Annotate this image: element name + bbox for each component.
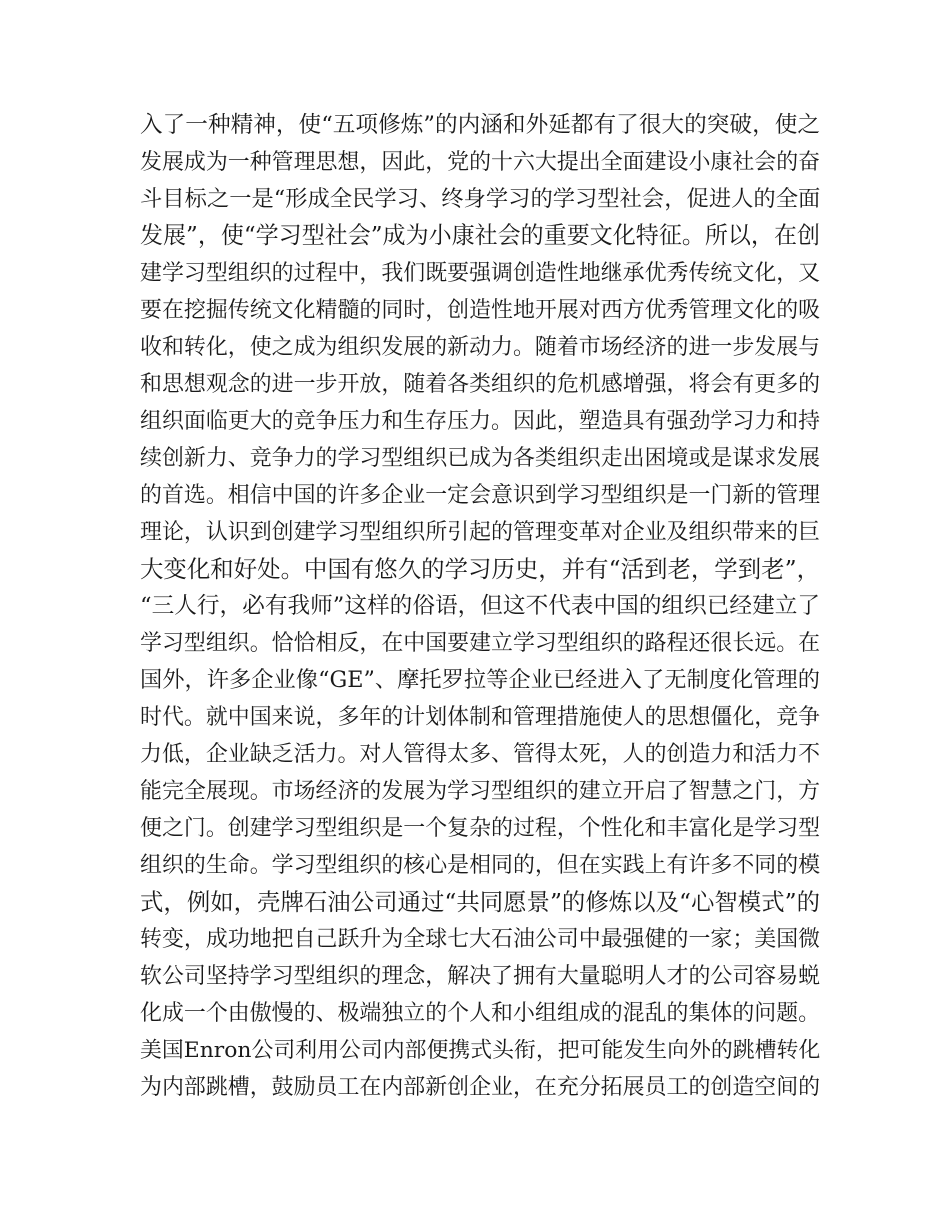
text-line: 为内部跳槽，鼓励员工在内部新创企业，在充分拓展员工的创造空间的 [140, 1075, 821, 1100]
text-line: 便之门。创建学习型组织是一个复杂的过程，个性化和丰富化是学习型 [140, 816, 821, 841]
text-line: 的首选。相信中国的许多企业一定会意识到学习型组织是一门新的管理 [140, 483, 821, 508]
text-line: 学习型组织。恰恰相反，在中国要建立学习型组织的路程还很长远。在 [140, 631, 821, 656]
text-line: 大变化和好处。中国有悠久的学习历史，并有“活到老，学到老”， [140, 555, 820, 583]
text-line: 续创新力、竞争力的学习型组织已成为各类组织走出困境或是谋求发展 [140, 446, 821, 471]
text-line: 软公司坚持学习型组织的理念，解决了拥有大量聪明人才的公司容易蜕 [140, 964, 821, 989]
text-line: 转变，成功地把自己跃升为全球七大石油公司中最强健的一家；美国微 [140, 927, 821, 952]
text-line: 斗目标之一是“形成全民学习、终身学习的学习型社会，促进人的全面 [140, 186, 821, 212]
text-line: 组织的生命。学习型组织的核心是相同的，但在实践上有许多不同的模 [140, 853, 821, 878]
text-line: “三人行，必有我师”这样的俗语，但这不代表中国的组织已经建立了 [140, 593, 820, 619]
text-line: 美国Enron公司利用公司内部便携式头衔，把可能发生向外的跳槽转化 [140, 1038, 821, 1063]
text-line: 式，例如，壳牌石油公司通过“共同愿景”的修炼以及“心智模式”的 [140, 888, 820, 916]
text-line: 组织面临更大的竞争压力和生存压力。因此，塑造具有强劲学习力和持 [140, 409, 821, 434]
text-line: 收和转化，使之成为组织发展的新动力。随着市场经济的进一步发展与 [140, 335, 821, 360]
text-line: 入了一种精神，使“五项修炼”的内涵和外延都有了很大的突破，使之 [140, 112, 820, 138]
text-line: 国外，许多企业像“GE”、摩托罗拉等企业已经进入了无制度化管理的 [140, 667, 820, 693]
text-line: 能完全展现。市场经济的发展为学习型组织的建立开启了智慧之门，方 [140, 779, 821, 804]
text-line: 化成一个由傲慢的、极端独立的个人和小组组成的混乱的集体的问题。 [140, 1001, 821, 1026]
text-line: 时代。就中国来说，多年的计划体制和管理措施使人的思想僵化，竞争 [140, 705, 821, 730]
body-text [140, 107, 820, 1106]
text-line: 理论，认识到创建学习型组织所引起的管理变革对企业及组织带来的巨 [140, 520, 821, 545]
text-line: 发展”，使“学习型社会”成为小康社会的重要文化特征。所以，在创 [140, 223, 820, 249]
text-line: 建学习型组织的过程中，我们既要强调创造性地继承优秀传统文化，又 [140, 261, 821, 286]
text-line: 要在挖掘传统文化精髓的同时，创造性地开展对西方优秀管理文化的吸 [140, 298, 821, 323]
text-line: 发展成为一种管理思想，因此，党的十六大提出全面建设小康社会的奋 [140, 150, 821, 175]
text-line: 力低，企业缺乏活力。对人管得太多、管得太死，人的创造力和活力不 [140, 742, 821, 767]
text-line: 和思想观念的进一步开放，随着各类组织的危机感增强，将会有更多的 [140, 372, 821, 397]
